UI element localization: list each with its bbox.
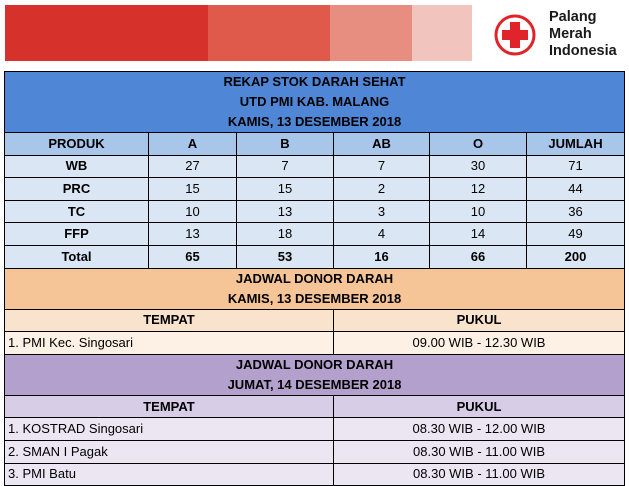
schedule2-time: 08.30 WIB - 11.00 WIB: [334, 463, 625, 486]
list-item: [5, 440, 625, 463]
cell-a: 10: [149, 200, 237, 223]
logo-line-1: Palang: [549, 9, 597, 25]
schedule1-time: 09.00 WIB - 12.30 WIB: [334, 332, 625, 355]
schedule2-place: 1. KOSTRAD Singosari: [5, 418, 334, 441]
cell-o: 12: [430, 178, 527, 201]
schedule1-place: 1. PMI Kec. Singosari: [5, 332, 334, 355]
schedule1-col-place: TEMPAT: [5, 309, 334, 332]
header-jumlah: JUMLAH: [527, 133, 625, 156]
header-o: O: [430, 133, 527, 156]
schedule1-title-1: JADWAL DONOR DARAH: [5, 268, 625, 289]
schedule2-title-2: JUMAT, 14 DESEMBER 2018: [5, 375, 625, 396]
cell-a: 15: [149, 178, 237, 201]
total-jumlah: 200: [527, 245, 625, 268]
schedule2-col-time: PUKUL: [334, 395, 625, 418]
total-label: Total: [5, 245, 149, 268]
header-produk: PRODUK: [5, 133, 149, 156]
cell-b: 13: [237, 200, 334, 223]
logo-line-3: Indonesia: [549, 43, 617, 59]
header-banner: [0, 0, 629, 68]
stock-header-row: [5, 133, 625, 156]
cell-total: 36: [527, 200, 625, 223]
cell-b: 7: [237, 155, 334, 178]
total-a: 65: [149, 245, 237, 268]
cell-product: WB: [5, 155, 149, 178]
schedule2-time: 08.30 WIB - 12.00 WIB: [334, 418, 625, 441]
schedule2-col-place: TEMPAT: [5, 395, 334, 418]
total-ab: 16: [334, 245, 430, 268]
cell-o: 30: [430, 155, 527, 178]
cell-product: FFP: [5, 223, 149, 246]
cell-o: 14: [430, 223, 527, 246]
cell-total: 44: [527, 178, 625, 201]
banner-block-red: [5, 5, 208, 61]
schedule2-header-row: [5, 395, 625, 418]
schedule1-header-row: [5, 309, 625, 332]
cell-b: 18: [237, 223, 334, 246]
list-item: [5, 332, 625, 355]
schedule1-title-2: KAMIS, 13 DESEMBER 2018: [5, 289, 625, 310]
cell-b: 15: [237, 178, 334, 201]
banner-block-salmon: [330, 5, 412, 61]
stock-title-2: UTD PMI KAB. MALANG: [5, 92, 625, 112]
total-row: [5, 245, 625, 268]
schedule2-place: 3. PMI Batu: [5, 463, 334, 486]
table-row: [5, 200, 625, 223]
logo-text: [549, 9, 617, 60]
total-b: 53: [237, 245, 334, 268]
banner-block-coral: [208, 5, 330, 61]
schedule2-time: 08.30 WIB - 11.00 WIB: [334, 440, 625, 463]
cell-o: 10: [430, 200, 527, 223]
list-item: [5, 418, 625, 441]
stock-title-3: KAMIS, 13 DESEMBER 2018: [5, 112, 625, 133]
blood-stock-table: [4, 71, 625, 486]
banner-block-pink: [412, 5, 472, 61]
schedule1-col-time: PUKUL: [334, 309, 625, 332]
table-row: [5, 178, 625, 201]
red-cross-logo-icon: [494, 14, 536, 56]
total-o: 66: [430, 245, 527, 268]
header-a: A: [149, 133, 237, 156]
cell-ab: 7: [334, 155, 430, 178]
cell-total: 49: [527, 223, 625, 246]
cell-product: PRC: [5, 178, 149, 201]
cell-ab: 3: [334, 200, 430, 223]
schedule2-title-1: JADWAL DONOR DARAH: [5, 354, 625, 375]
table-row: [5, 155, 625, 178]
cell-a: 27: [149, 155, 237, 178]
table-row: [5, 223, 625, 246]
cell-product: TC: [5, 200, 149, 223]
header-b: B: [237, 133, 334, 156]
stock-title-1: REKAP STOK DARAH SEHAT: [5, 72, 625, 93]
header-ab: AB: [334, 133, 430, 156]
cell-total: 71: [527, 155, 625, 178]
list-item: [5, 463, 625, 486]
cell-ab: 2: [334, 178, 430, 201]
cell-a: 13: [149, 223, 237, 246]
schedule2-place: 2. SMAN I Pagak: [5, 440, 334, 463]
cell-ab: 4: [334, 223, 430, 246]
logo-line-2: Merah: [549, 26, 592, 42]
